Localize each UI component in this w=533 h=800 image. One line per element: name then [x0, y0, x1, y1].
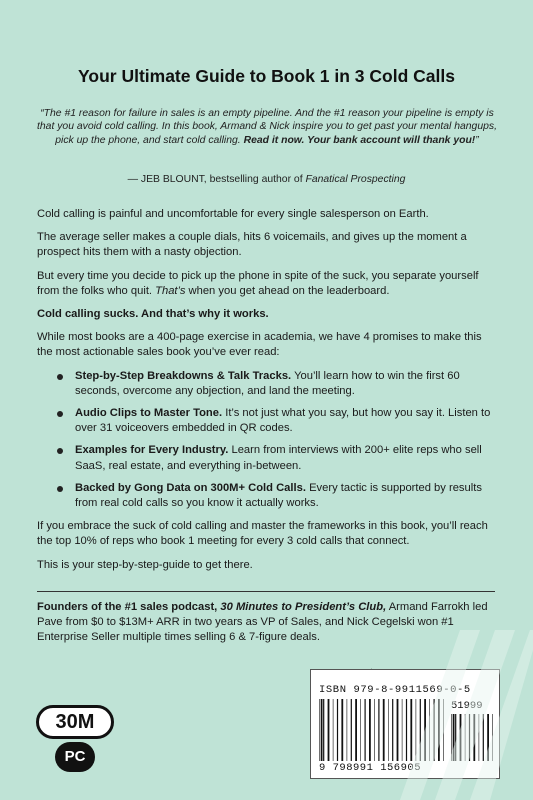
barcode-bar: [360, 699, 361, 761]
barcode-bar: [378, 699, 379, 761]
price-code: 51999: [451, 700, 483, 712]
paragraph-7: This is your step-by-step-guide to get there.: [37, 558, 253, 571]
paragraph-3-start: But every time you decide to pick up the phone in spite of the suck, you separate yourself from the folks who quit.: [37, 269, 479, 297]
barcode-bar: [397, 699, 399, 761]
barcode-bar: [333, 699, 334, 761]
paragraph-2: The average seller makes a couple dials, hits 6 voicemails, and gives up the moment a prospect hits them with a nasty objection.: [37, 231, 467, 259]
bio-podcast: 30 Minutes to President’s Club,: [220, 601, 387, 613]
paragraph-tagline: Cold calling sucks. And that’s why it works.: [37, 308, 269, 321]
publisher-logo: [36, 705, 114, 775]
quote-close: ”: [475, 134, 479, 146]
barcode-bar: [347, 699, 348, 761]
list-item: [57, 406, 500, 436]
cover-headline: Your Ultimate Guide to Book 1 in 3 Cold Calls: [78, 66, 455, 86]
list-item: [57, 481, 500, 511]
bullet-text: You’ll learn how to win the first 60 seconds, overcome any objection, and land the meeting.: [75, 369, 460, 397]
barcode-bar: [321, 699, 323, 761]
bio-lead: Founders of the #1 sales podcast,: [37, 601, 218, 613]
bullet-title: Step-by-Step Breakdowns & Talk Tracks.: [75, 369, 292, 382]
watermark-pattern: [400, 630, 533, 800]
barcode-bar: [328, 699, 330, 761]
barcode-bar: [341, 699, 343, 761]
endorsement-quote: [34, 107, 500, 147]
barcode-bar: [383, 699, 385, 761]
barcode-bar: [355, 699, 357, 761]
description-body: [37, 207, 500, 581]
promise-list: [57, 369, 500, 512]
barcode-bar: [319, 699, 320, 761]
bullet-dot-icon: [57, 448, 63, 454]
paragraph-1: Cold calling is painful and uncomfortable for every single salesperson on Earth.: [37, 208, 429, 220]
list-item: [57, 443, 500, 473]
logo-top: 30M: [36, 705, 114, 739]
barcode-bar: [388, 699, 389, 761]
bullet-title: Examples for Every Industry.: [75, 444, 229, 457]
barcode-bar: [323, 699, 324, 761]
barcode-bar: [369, 699, 371, 761]
paragraph-3-end: when you get ahead on the leaderboard.: [188, 284, 390, 297]
barcode-digits: 9 798991 156905: [319, 762, 422, 774]
attribution-book: Fanatical Prospecting: [305, 174, 406, 185]
logo-bottom: PC: [55, 742, 95, 772]
barcode-bar: [365, 699, 366, 761]
isbn-text: ISBN 979-8-9911569-0-5: [319, 684, 471, 696]
bio-text: Armand Farrokh led Pave from $0 to $13M+ ARR in two years as VP of Sales, and Nick Cegelski won #1 Enterprise Seller multiple times selling 6 & 7-figure deals.: [37, 601, 488, 644]
paragraph-3: [37, 269, 500, 299]
quote-text: “The #1 reason for failure in sales is an empty pipeline. And the #1 reason your pipeline is empty is that you avoid cold calling. In this book, Armand & Nick inspire you to get past your mental hangups, pick up the phone, and start cold calling.: [37, 108, 497, 146]
quote-attribution: [0, 174, 533, 185]
bullet-dot-icon: [57, 486, 63, 492]
paragraph-6: If you embrace the suck of cold calling and master the frameworks in this book, you’ll reach the top 10% of reps who book 1 meeting for every 3 cold calls that connect.: [37, 520, 488, 548]
paragraph-3-italic: That’s: [155, 284, 186, 297]
bullet-title: Backed by Gong Data on 300M+ Cold Calls.: [75, 481, 306, 494]
barcode-bar: [337, 699, 338, 761]
barcode-bar: [374, 699, 375, 761]
attribution-author: — JEB BLOUNT, bestselling author of: [127, 174, 303, 185]
bullet-dot-icon: [57, 374, 63, 380]
bullet-text: It’s not just what you say, but how you say it. Listen to over 31 voiceovers embedded in QR codes.: [75, 407, 491, 435]
barcode-bar: [392, 699, 393, 761]
bullet-dot-icon: [57, 411, 63, 417]
list-item: [57, 369, 500, 399]
divider: [37, 591, 495, 592]
barcode-bar: [351, 699, 352, 761]
bullet-text: Every tactic is supported by results from real cold calls so you know it actually works.: [75, 481, 482, 510]
paragraph-5: While most books are a 400-page exercise in academia, we have 4 promises to make this the most actionable sales book you’ve ever read:: [37, 331, 482, 359]
quote-emphasis: Read it now. Your bank account will thank you!: [243, 134, 476, 146]
bullet-title: Audio Clips to Master Tone.: [75, 407, 223, 420]
bullet-text: Learn from interviews with 200+ elite reps who sell SaaS, real estate, and everything in-between.: [75, 444, 482, 472]
